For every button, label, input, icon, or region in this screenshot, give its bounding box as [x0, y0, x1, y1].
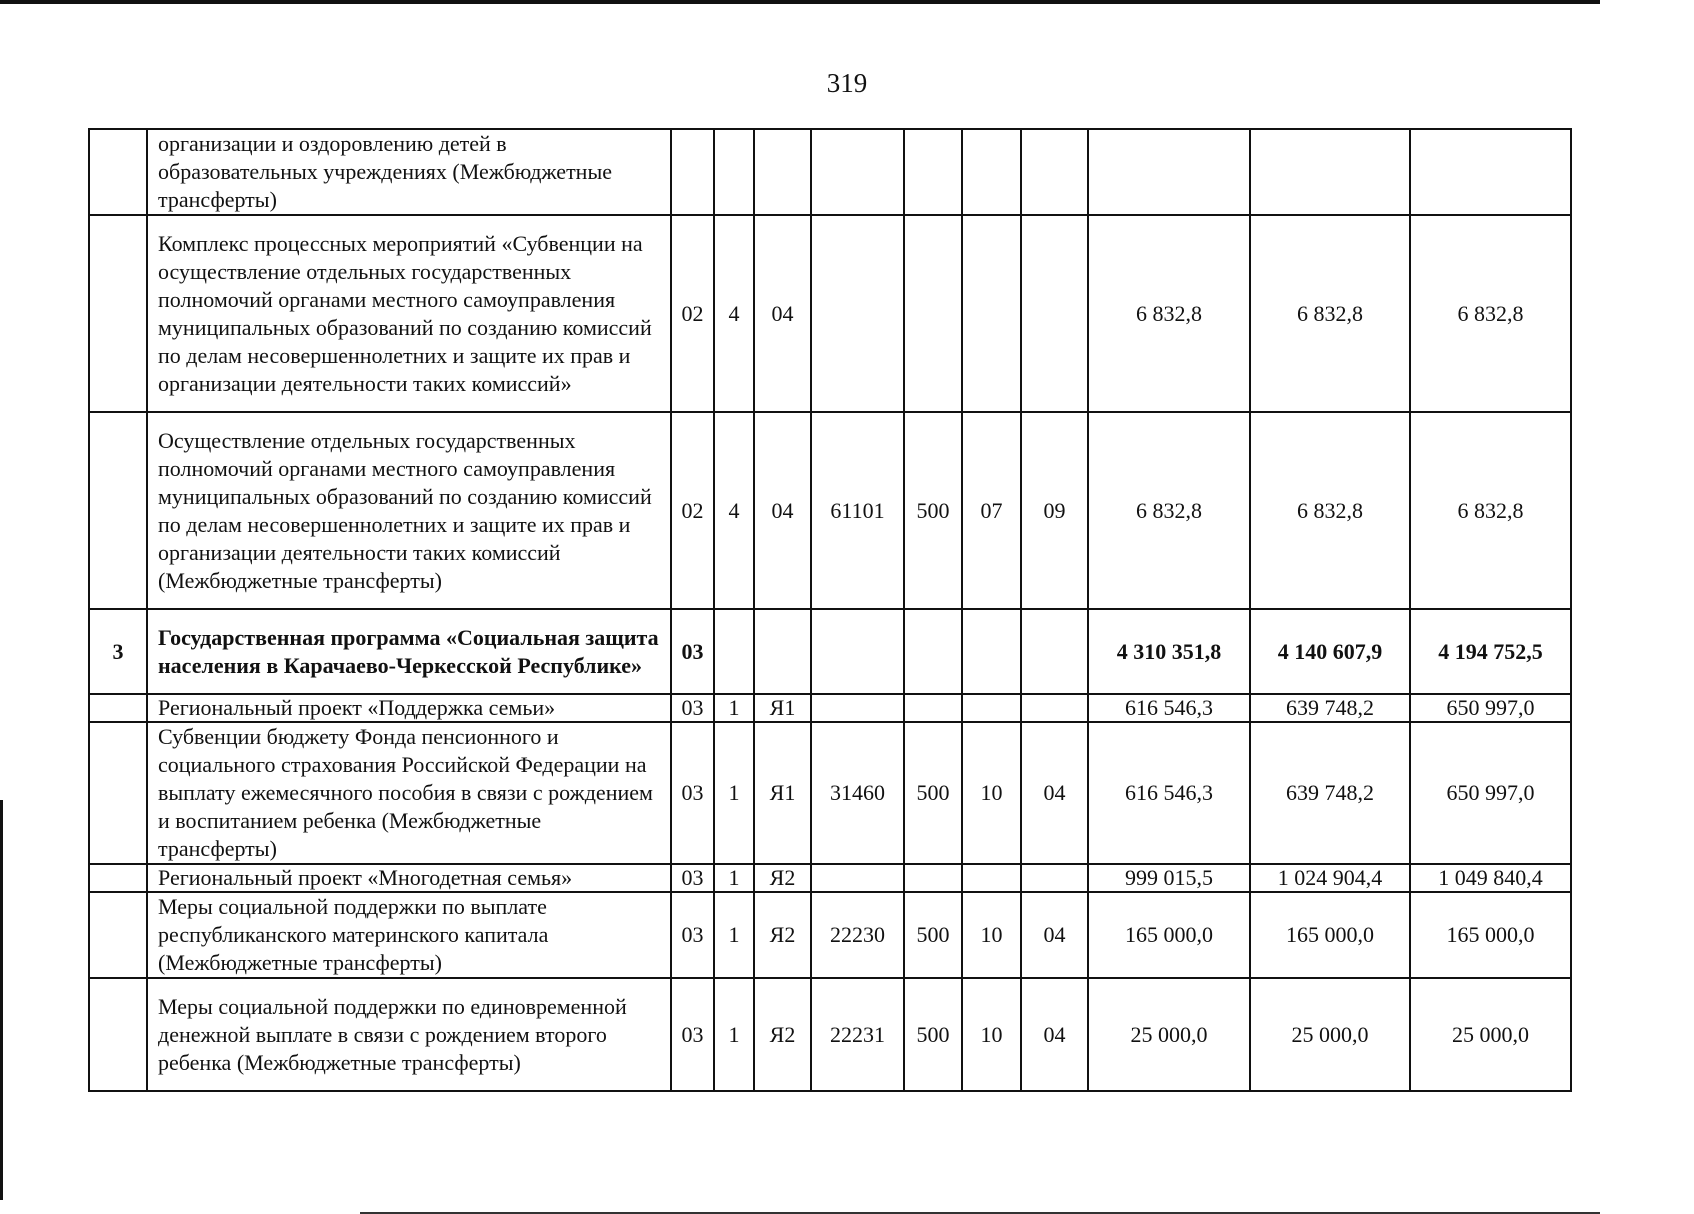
expense-type-code: 500 [904, 722, 962, 864]
amount-year-2: 1 024 904,4 [1250, 864, 1410, 892]
table-row-program [89, 609, 1571, 694]
amount-year-3: 1 049 840,4 [1410, 864, 1571, 892]
amount-year-1: 25 000,0 [1088, 978, 1250, 1091]
amount-year-3: 6 832,8 [1410, 412, 1571, 609]
program-code: 03 [671, 694, 714, 722]
amount-year-3 [1410, 129, 1571, 215]
row-number [89, 694, 147, 722]
subprogram-code [714, 609, 754, 694]
expense-type-code [904, 864, 962, 892]
table-row [89, 694, 1571, 722]
top-border-line [0, 0, 1600, 4]
table-row [89, 722, 1571, 864]
row-name: Государственная программа «Социальная защита населения в Карачаево-Черкесской Республике» [147, 609, 671, 694]
program-code: 03 [671, 892, 714, 978]
subprogram-code: 1 [714, 694, 754, 722]
table-row [89, 412, 1571, 609]
subsection-code [1021, 129, 1088, 215]
row-number [89, 215, 147, 412]
expense-type-code: 500 [904, 412, 962, 609]
amount-year-1: 165 000,0 [1088, 892, 1250, 978]
amount-year-1 [1088, 129, 1250, 215]
section-code [962, 864, 1021, 892]
expense-type-code [904, 609, 962, 694]
expense-type-code [904, 215, 962, 412]
budget-table [88, 128, 1572, 1092]
program-code [671, 129, 714, 215]
amount-year-2: 6 832,8 [1250, 412, 1410, 609]
subsection-code: 04 [1021, 892, 1088, 978]
row-name: Осуществление отдельных государственных полномочий органами местного самоуправления муниципальных образований по созданию комиссий по делам несовершеннолетних и защите их прав и организации деятельности таких комиссий (Межбюджетные трансферты) [147, 412, 671, 609]
main-activity-code: Я2 [754, 892, 811, 978]
main-activity-code: 04 [754, 412, 811, 609]
subprogram-code: 4 [714, 215, 754, 412]
section-code: 07 [962, 412, 1021, 609]
section-code: 10 [962, 978, 1021, 1091]
program-code: 03 [671, 864, 714, 892]
amount-year-3: 650 997,0 [1410, 694, 1571, 722]
table-row [89, 892, 1571, 978]
subsection-code [1021, 215, 1088, 412]
amount-year-2: 165 000,0 [1250, 892, 1410, 978]
subsection-code: 04 [1021, 722, 1088, 864]
row-name: Меры социальной поддержки по единовременной денежной выплате в связи с рождением второго ребенка (Межбюджетные трансферты) [147, 978, 671, 1091]
expense-type-code: 500 [904, 892, 962, 978]
subsection-code [1021, 694, 1088, 722]
expense-type-code [904, 129, 962, 215]
subsection-code [1021, 609, 1088, 694]
expense-type-code: 500 [904, 978, 962, 1091]
table-row [89, 864, 1571, 892]
amount-year-3: 6 832,8 [1410, 215, 1571, 412]
section-code [962, 129, 1021, 215]
amount-year-1: 616 546,3 [1088, 694, 1250, 722]
table-row [89, 978, 1571, 1091]
main-activity-code [754, 609, 811, 694]
amount-year-3: 165 000,0 [1410, 892, 1571, 978]
direction-code [811, 694, 904, 722]
amount-year-2: 639 748,2 [1250, 694, 1410, 722]
amount-year-3: 25 000,0 [1410, 978, 1571, 1091]
page-number: 319 [826, 68, 868, 98]
row-name: организации и оздоровлению детей в образовательных учреждениях (Межбюджетные трансферты) [147, 129, 671, 215]
subsection-code [1021, 864, 1088, 892]
section-code: 10 [962, 722, 1021, 864]
row-number [89, 978, 147, 1091]
main-activity-code: 04 [754, 215, 811, 412]
main-activity-code: Я1 [754, 722, 811, 864]
program-code: 03 [671, 722, 714, 864]
direction-code [811, 129, 904, 215]
table-row [89, 215, 1571, 412]
direction-code [811, 609, 904, 694]
main-activity-code: Я2 [754, 978, 811, 1091]
subprogram-code: 1 [714, 892, 754, 978]
amount-year-1: 616 546,3 [1088, 722, 1250, 864]
amount-year-2: 6 832,8 [1250, 215, 1410, 412]
amount-year-3: 4 194 752,5 [1410, 609, 1571, 694]
row-number [89, 892, 147, 978]
direction-code [811, 864, 904, 892]
expense-type-code [904, 694, 962, 722]
row-number [89, 412, 147, 609]
row-name: Субвенции бюджету Фонда пенсионного и социального страхования Российской Федерации на выплату ежемесячного пособия в связи с рождением и воспитанием ребенка (Межбюджетные трансферты) [147, 722, 671, 864]
subprogram-code: 4 [714, 412, 754, 609]
subsection-code: 09 [1021, 412, 1088, 609]
direction-code: 31460 [811, 722, 904, 864]
direction-code: 61101 [811, 412, 904, 609]
main-activity-code: Я2 [754, 864, 811, 892]
section-code: 10 [962, 892, 1021, 978]
program-code: 03 [671, 609, 714, 694]
subprogram-code [714, 129, 754, 215]
row-number [89, 864, 147, 892]
direction-code: 22231 [811, 978, 904, 1091]
amount-year-3: 650 997,0 [1410, 722, 1571, 864]
main-activity-code: Я1 [754, 694, 811, 722]
program-code: 02 [671, 215, 714, 412]
subprogram-code: 1 [714, 864, 754, 892]
amount-year-1: 4 310 351,8 [1088, 609, 1250, 694]
direction-code: 22230 [811, 892, 904, 978]
row-name: Региональный проект «Поддержка семьи» [147, 694, 671, 722]
section-code [962, 215, 1021, 412]
amount-year-1: 6 832,8 [1088, 215, 1250, 412]
direction-code [811, 215, 904, 412]
main-activity-code [754, 129, 811, 215]
row-name: Меры социальной поддержки по выплате республиканского материнского капитала (Межбюджетные трансферты) [147, 892, 671, 978]
row-number [89, 129, 147, 215]
left-border-line [0, 800, 3, 1200]
amount-year-2: 4 140 607,9 [1250, 609, 1410, 694]
row-name: Региональный проект «Многодетная семья» [147, 864, 671, 892]
amount-year-2 [1250, 129, 1410, 215]
amount-year-1: 6 832,8 [1088, 412, 1250, 609]
program-code: 02 [671, 412, 714, 609]
program-code: 03 [671, 978, 714, 1091]
subsection-code: 04 [1021, 978, 1088, 1091]
row-name: Комплекс процессных мероприятий «Субвенции на осуществление отдельных государственных полномочий органами местного самоуправления муниципальных образований по созданию комиссий по делам несовершеннолетних и защите их прав и организации деятельности таких комиссий» [147, 215, 671, 412]
subprogram-code: 1 [714, 978, 754, 1091]
amount-year-2: 639 748,2 [1250, 722, 1410, 864]
subprogram-code: 1 [714, 722, 754, 864]
table-row [89, 129, 1571, 215]
row-number [89, 722, 147, 864]
section-code [962, 609, 1021, 694]
row-number: 3 [89, 609, 147, 694]
section-code [962, 694, 1021, 722]
amount-year-1: 999 015,5 [1088, 864, 1250, 892]
amount-year-2: 25 000,0 [1250, 978, 1410, 1091]
